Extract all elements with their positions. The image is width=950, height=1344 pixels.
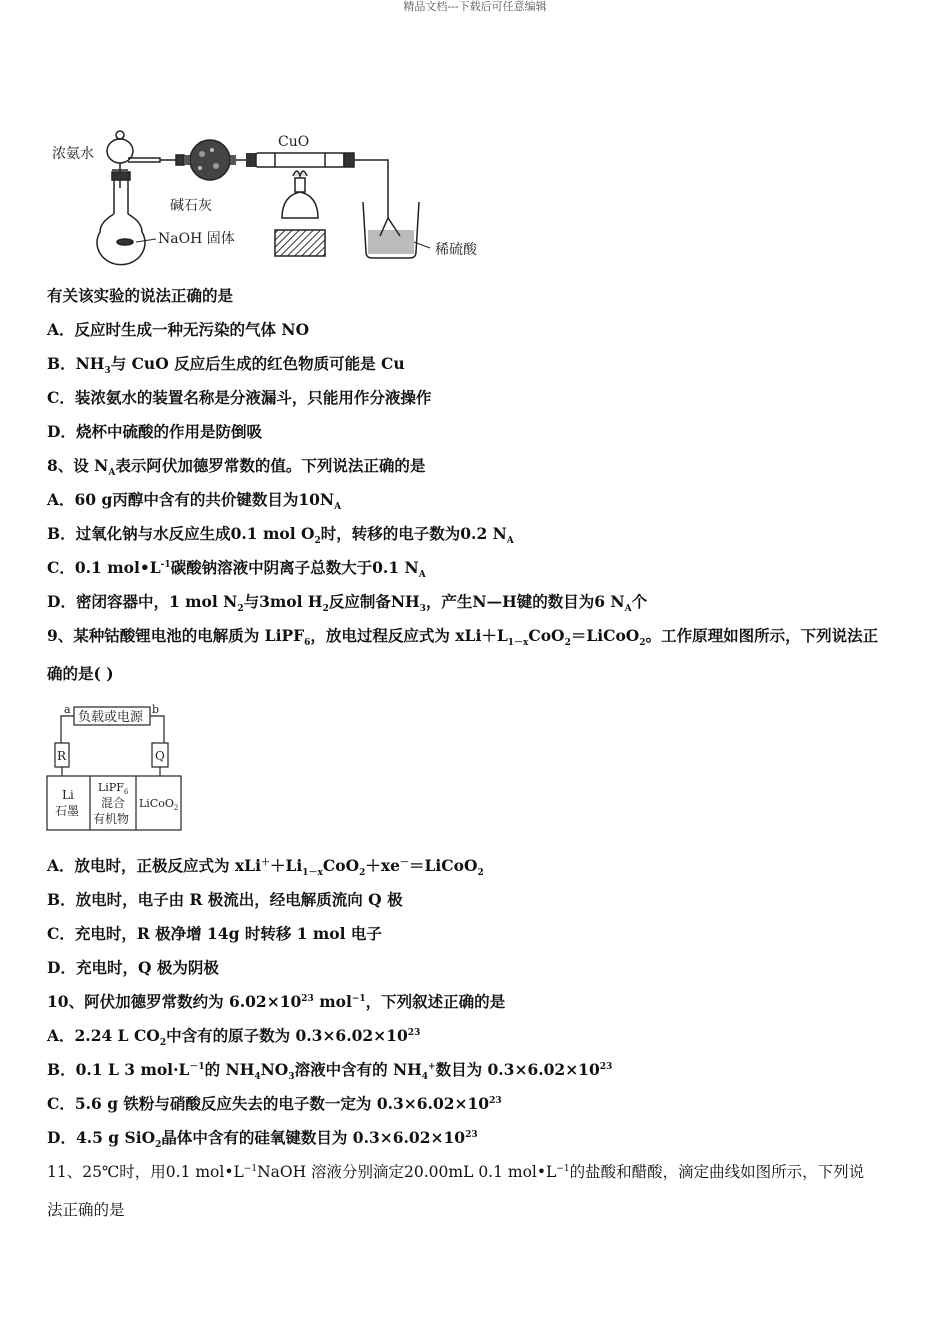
mid-organic-label: 有机物 <box>93 812 130 826</box>
mid-mixed-label: 混合 <box>101 796 126 810</box>
cuo-label: CuO <box>278 134 310 150</box>
ammonia-label: 浓氨水 <box>52 146 94 162</box>
q7-stem: 有关该实验的说法正确的是 <box>47 286 234 305</box>
q10-option-d: D．4.5 g SiO$_2$晶体中含有的硅氧键数目为 $0.3\times 6.02\times 10^{23}$ <box>47 1128 478 1151</box>
q10-option-b: B．0.1 L 3 $mol\cdot L^{-1}$的 $NH_4NO_3$溶液中含有的 $NH_4^+$数目为 $0.3\times 6.02\times 10^{23}$ <box>47 1060 613 1083</box>
mid-lipf6-label: LiPF$_6$ <box>98 781 129 796</box>
electrode-q-label: Q <box>155 749 165 763</box>
drying-tube-icon <box>184 140 256 180</box>
naoh-label: NaOH 固体 <box>158 231 235 247</box>
q11-stem-line1: 11、25℃时，用0.1 $mol•L^{-1}NaOH$ 溶液分别滴定20.00mL 0.1 $mol•L^{-1}$的盐酸和醋酸，滴定曲线如图所示，下列说 <box>47 1163 865 1181</box>
right-licoo2-label: LiCoO$_2$ <box>139 797 179 812</box>
acid-label: 稀硫酸 <box>435 242 477 258</box>
battery-diagram <box>46 703 186 833</box>
q9-option-c: C．充电时，R 极净增 14g 时转移 1 mol 电子 <box>47 924 382 943</box>
q7-option-b: B．$NH_3$与 CuO 反应后生成的红色物质可能是 Cu <box>47 354 405 377</box>
load-or-source-label: 负载或电源 <box>78 710 144 725</box>
q8-option-c: C．0.1 $mol•L^{-1}$碳酸钠溶液中阴离子总数大于0.1 $N_A$ <box>47 558 426 581</box>
q8-stem: 8、设 $N_A$表示阿伏加德罗常数的值。下列说法正确的是 <box>47 456 426 479</box>
q7-option-c: C．装浓氨水的装置名称是分液漏斗，只能用作分液操作 <box>47 388 432 407</box>
round-bottom-flask-icon <box>97 172 145 265</box>
q9-option-b: B．放电时，电子由 R 极流出，经电解质流向 Q 极 <box>47 890 403 909</box>
page-header: 精品文档---下载后可任意编辑 <box>403 0 547 13</box>
combustion-tube-icon <box>256 153 388 178</box>
q7-option-d: D．烧杯中硫酸的作用是防倒吸 <box>47 422 262 441</box>
q9-stem-line1: 9、某种钴酸锂电池的电解质为 LiPF$_6$，放电过程反应式为 $xLi+L_{1-x}CoO_2=LiCoO_2$。工作原理如图所示，下列说法正 <box>47 626 879 649</box>
q10-option-c: C．5.6 g 铁粉与硝酸反应失去的电子数一定为 $0.3\times 6.02\times 10^{23}$ <box>47 1094 502 1113</box>
q11-stem-line2: 法正确的是 <box>47 1201 125 1219</box>
q10-stem: 10、阿伏加德罗常数约为 $6.02\times 10^{23}$ mol$^{-1}$，下列叙述正确的是 <box>47 992 506 1011</box>
alcohol-lamp-icon <box>275 171 325 256</box>
soda-lime-label: 碱石灰 <box>170 198 212 214</box>
left-graphite-label: 石墨 <box>55 804 80 818</box>
q9-option-d: D．充电时，Q 极为阴极 <box>47 958 219 977</box>
q8-option-b: B．过氧化钠与水反应生成0.1 mol $O_2$时，转移的电子数为0.2 $N_A$ <box>47 524 514 547</box>
q8-option-d: D．密闭容器中，1 mol $N_2$与3mol $H_2$反应制备$NH_3$，产生N—H键的数目为6 $N_A$个 <box>47 592 648 615</box>
beaker-icon <box>363 178 419 258</box>
q9-stem-line2: 确的是( ) <box>47 664 114 683</box>
electrode-r-label: R <box>57 749 67 763</box>
q10-option-a: A．2.24 L $CO_2$中含有的原子数为 $0.3\times 6.02\times 10^{23}$ <box>47 1026 421 1049</box>
left-li-label: Li <box>62 788 74 802</box>
q9-option-a: A．放电时，正极反应式为 $xLi^++Li_{1-x}CoO_2+xe^-=LiCoO_2$ <box>47 856 484 879</box>
terminal-a-label: a <box>64 703 71 716</box>
q7-option-a: A．反应时生成一种无污染的气体 NO <box>47 320 310 339</box>
terminal-b-label: b <box>152 703 160 716</box>
apparatus-figure <box>50 118 500 268</box>
q8-option-a: A．60 g丙醇中含有的共价键数目为$10N_A$ <box>47 490 342 513</box>
